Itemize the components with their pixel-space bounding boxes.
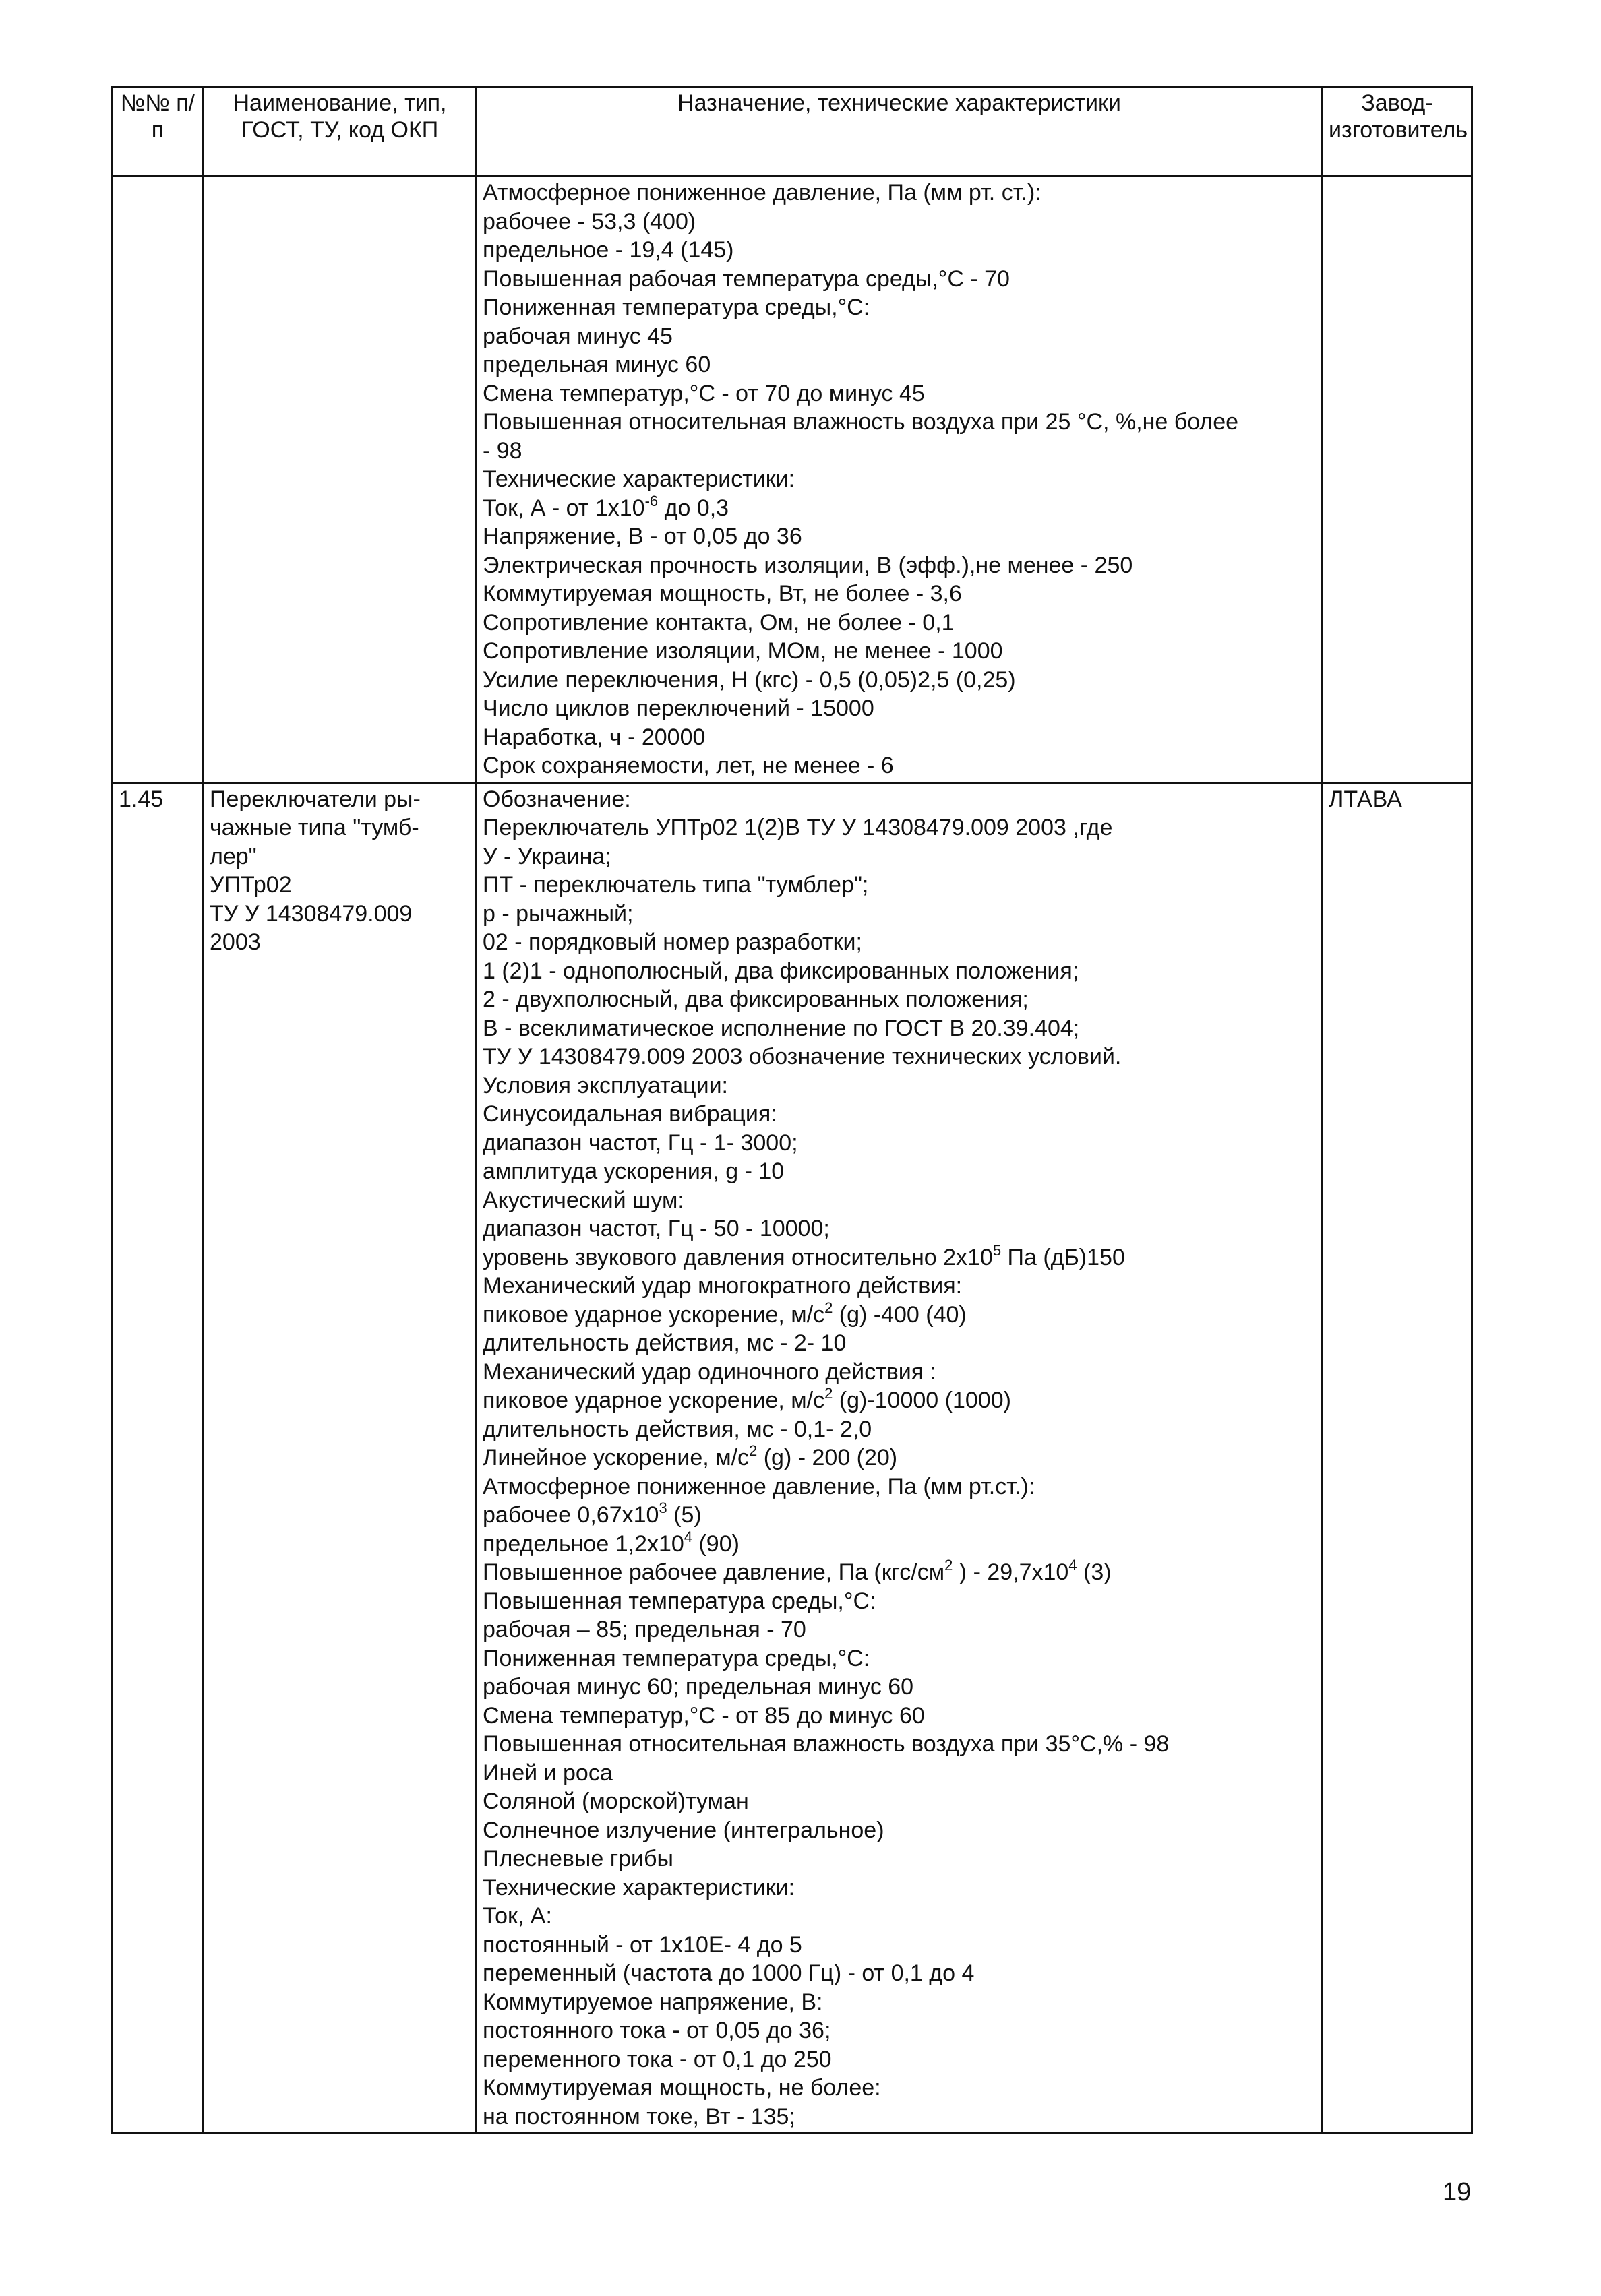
desc-line: предельное - 19,4 (145) [483, 237, 734, 263]
desc-line [483, 1243, 1316, 1272]
desc-line: длительность действия, мс - 0,1- 2,0 [483, 1416, 872, 1442]
header-name: Наименование, тип, ГОСТ, ТУ, код ОКП [204, 88, 477, 177]
row2-desc [477, 782, 1323, 2134]
desc-line: предельная минус 60 [483, 352, 711, 377]
noise-tail: Па (дБ)150 [1001, 1244, 1125, 1270]
desc-line: постоянный - от 1х10Е- 4 до 5 [483, 1931, 802, 1958]
desc-line: Иней и роса [483, 1760, 613, 1786]
desc-line: Наработка, ч - 20000 [483, 724, 706, 750]
desc-line: Атмосферное пониженное давление, Па (мм рт. ст.): [483, 180, 1041, 206]
header-num: №№ п/п [113, 88, 204, 177]
desc-line: Коммутируемое напряжение, В: [483, 1989, 823, 2015]
linear-accel-label: Линейное ускорение, м/с [483, 1445, 750, 1470]
desc-line: р - рычажный; [483, 900, 634, 927]
desc-line: Атмосферное пониженное давление, Па (мм рт.ст.): [483, 1473, 1035, 1499]
desc-line: постоянного тока - от 0,05 до 36; [483, 2018, 831, 2043]
row1-name [204, 177, 477, 783]
current-label: Ток, А - от 1х10 [483, 495, 645, 521]
name-line: УПТр02 [210, 872, 292, 898]
desc-line: Усилие переключения, Н (кгс) - 0,5 (0,05)2,5 (0,25) [483, 666, 1016, 693]
name-line: лер" [210, 843, 257, 869]
desc-line: Технические характеристики: [483, 466, 795, 492]
row2-name [204, 782, 477, 2134]
desc-line: Электрическая прочность изоляции, В (эфф.),не менее - 250 [483, 552, 1133, 578]
desc-line [483, 1301, 1316, 1330]
desc-line: рабочее - 53,3 (400) [483, 208, 696, 235]
row1-desc [477, 177, 1323, 783]
desc-line: Обозначение: [483, 786, 631, 812]
multi-shock-tail: (g) -400 (40) [833, 1301, 967, 1328]
desc-line [483, 1386, 1316, 1415]
desc-line: ПТ - переключатель типа "тумблер"; [483, 872, 869, 898]
desc-line: В - всеклиматическое исполнение по ГОСТ В 20.39.404; [483, 1015, 1080, 1041]
noise-exponent: 5 [992, 1241, 1002, 1259]
desc-line: Смена температур,°С - от 85 до минус 60 [483, 1702, 925, 1729]
desc-line: Повышенная относительная влажность воздуха при 25 °С, %,не более [483, 409, 1239, 435]
row2-maker: ЛТАВА [1323, 782, 1472, 2134]
desc-line [483, 494, 1316, 523]
name-line: 2003 [210, 929, 261, 955]
table-row [113, 782, 1472, 2134]
table-header-row [113, 88, 1472, 177]
desc-line: Сопротивление контакта, Ом, не более - 0,1 [483, 609, 955, 635]
desc-line: длительность действия, мс - 2- 10 [483, 1330, 847, 1356]
current-tail: до 0,3 [658, 495, 729, 521]
desc-line: 1 (2)1 - однополюсный, два фиксированных положения; [483, 958, 1079, 984]
desc-line [483, 1444, 1316, 1472]
desc-line: Механический удар многократного действия: [483, 1273, 963, 1299]
high-pressure-square: 2 [944, 1557, 953, 1574]
work-pressure-exponent: 3 [659, 1499, 667, 1516]
name-line: чажные типа "тумб- [210, 815, 419, 840]
linear-accel-tail: (g) - 200 (20) [757, 1445, 898, 1470]
desc-line: Повышенная рабочая температура среды,°С - 70 [483, 266, 1010, 292]
desc-line: Механический удар одиночного действия : [483, 1359, 937, 1385]
high-pressure-label: Повышенное рабочее давление, Па (кгс/см [483, 1559, 945, 1585]
header-desc: Назначение, технические характеристики [477, 88, 1323, 177]
multi-shock-label: пиковое ударное ускорение, м/с [483, 1301, 825, 1328]
desc-line: диапазон частот, Гц - 50 - 10000; [483, 1216, 830, 1241]
desc-line: Срок сохраняемости, лет, не менее - 6 [483, 753, 894, 778]
header-maker: Завод-изготовитель [1323, 88, 1472, 177]
spec-table [111, 86, 1473, 2134]
single-shock-square: 2 [824, 1385, 833, 1402]
high-pressure-mid: ) - 29,7х10 [953, 1559, 1069, 1585]
high-pressure-exponent: 4 [1068, 1557, 1077, 1574]
desc-line: Условия эксплуатации: [483, 1072, 729, 1098]
desc-line: на постоянном токе, Вт - 135; [483, 2103, 795, 2130]
row1-maker [1323, 177, 1472, 783]
limit-pressure-tail: (90) [692, 1530, 739, 1557]
desc-line: переменного тока - от 0,1 до 250 [483, 2046, 832, 2072]
desc-line: Солнечное излучение (интегральное) [483, 1817, 884, 1843]
desc-line: рабочая минус 45 [483, 323, 673, 349]
desc-line: Ток, А: [483, 1903, 552, 1929]
current-exponent: -6 [644, 492, 659, 509]
limit-pressure-exponent: 4 [684, 1528, 693, 1545]
desc-line: - 98 [483, 437, 522, 464]
desc-line: Коммутируемая мощность, не более: [483, 2075, 881, 2101]
desc-line: Сопротивление изоляции, МОм, не менее - 1000 [483, 638, 1003, 664]
desc-line: У - Украина; [483, 843, 611, 869]
desc-line: Технические характеристики: [483, 1874, 795, 1900]
name-line: Переключатели ры- [210, 786, 421, 812]
desc-line: Пониженная температура среды,°С: [483, 1645, 870, 1671]
desc-line: Напряжение, В - от 0,05 до 36 [483, 524, 802, 549]
desc-line: рабочая – 85; предельная - 70 [483, 1617, 806, 1642]
desc-line [483, 1501, 1316, 1530]
noise-label: уровень звукового давления относительно 2х10 [483, 1244, 993, 1270]
limit-pressure-label: предельное 1,2х10 [483, 1530, 684, 1557]
multi-shock-square: 2 [824, 1299, 833, 1316]
desc-line: Повышенная относительная влажность воздуха при 35°С,% - 98 [483, 1731, 1170, 1757]
single-shock-label: пиковое ударное ускорение, м/с [483, 1388, 825, 1413]
desc-line: Синусоидальная вибрация: [483, 1101, 777, 1127]
desc-line: Повышенная температура среды,°С: [483, 1588, 876, 1614]
desc-line: 02 - порядковый номер разработки; [483, 929, 862, 955]
desc-line: диапазон частот, Гц - 1- 3000; [483, 1129, 798, 1156]
page-number: 19 [1443, 2178, 1472, 2206]
desc-line: Коммутируемая мощность, Вт, не более - 3,6 [483, 581, 962, 607]
desc-line [483, 1558, 1316, 1587]
work-pressure-tail: (5) [667, 1502, 702, 1528]
desc-line: переменный (частота до 1000 Гц) - от 0,1 до 4 [483, 1960, 975, 1986]
desc-line: Переключатель УПТр02 1(2)В ТУ У 14308479.009 2003 ,где [483, 815, 1113, 840]
desc-line: 2 - двухполюсный, два фиксированных положения; [483, 987, 1029, 1012]
row1-num [113, 177, 204, 783]
desc-line [483, 1530, 1316, 1559]
name-line: ТУ У 14308479.009 [210, 900, 413, 927]
table-row [113, 177, 1472, 783]
desc-line: Акустический шум: [483, 1187, 684, 1213]
desc-line: ТУ У 14308479.009 2003 обозначение технических условий. [483, 1044, 1122, 1069]
single-shock-tail: (g)-10000 (1000) [833, 1388, 1011, 1413]
desc-line: Соляной (морской)туман [483, 1789, 749, 1814]
row2-num: 1.45 [113, 782, 204, 2134]
work-pressure-label: рабочее 0,67х10 [483, 1502, 659, 1528]
desc-line: рабочая минус 60; предельная минус 60 [483, 1674, 914, 1700]
desc-line: Пониженная температура среды,°С: [483, 294, 870, 320]
desc-line: Плесневые грибы [483, 1846, 673, 1871]
desc-line: амплитуда ускорения, g - 10 [483, 1158, 785, 1184]
desc-line: Число циклов переключений - 15000 [483, 695, 874, 721]
linear-accel-square: 2 [749, 1442, 758, 1459]
high-pressure-tail: (3) [1077, 1559, 1112, 1585]
desc-line: Смена температур,°С - от 70 до минус 45 [483, 380, 925, 406]
